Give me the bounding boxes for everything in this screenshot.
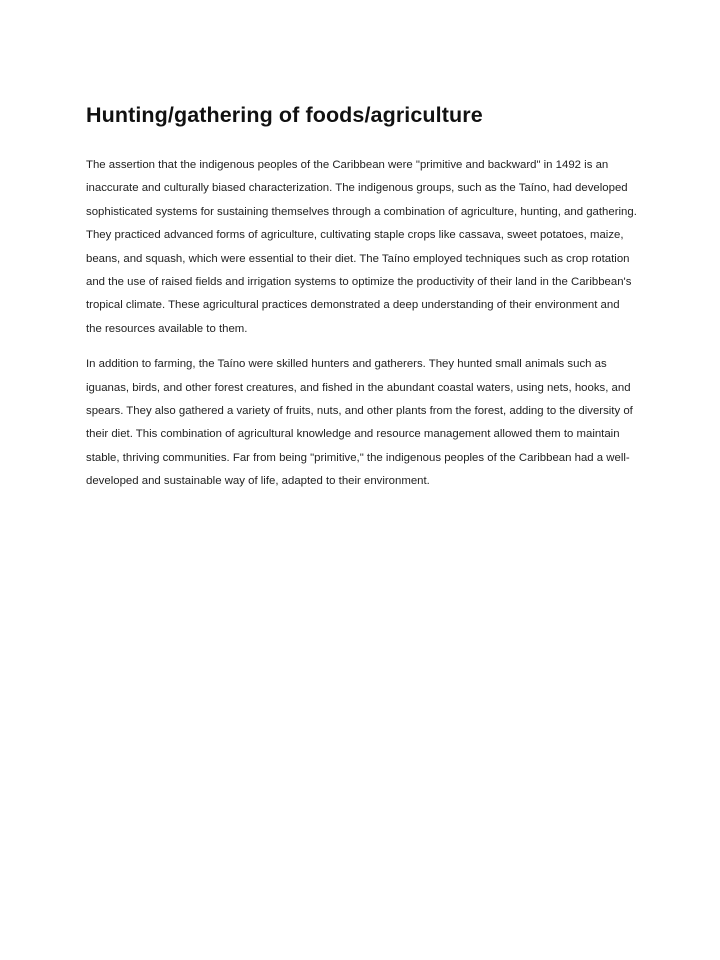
document-title: Hunting/gathering of foods/agriculture — [86, 103, 483, 127]
document-page — [86, 100, 638, 506]
paragraph-agriculture: The assertion that the indigenous peoples of the Caribbean were "primitive and backward" in 1492 is an inaccurate and culturally biased characterization. The indigenous groups, such as the Taíno, had developed sophisticated systems for sustaining themselves through a combination of agriculture, hunting, and gathering. They practiced advanced forms of agriculture, cultivating staple crops like cassava, sweet potatoes, maize, beans, and squash, which were essential to their diet. The Taíno employed techniques such as crop rotation and the use of raised fields and irrigation systems to optimize the productivity of their land in the Caribbean's tropical climate. These agricultural practices demonstrated a deep understanding of their environment and the resources available to them. — [86, 159, 637, 335]
paragraph-hunting-gathering: In addition to farming, the Taíno were skilled hunters and gatherers. They hunted small animals such as iguanas, birds, and other forest creatures, and fished in the abundant coastal waters, using nets, hooks, and spears. They also gathered a variety of fruits, nuts, and other plants from the forest, adding to the diversity of their diet. This combination of agricultural knowledge and resource management allowed them to maintain stable, thriving communities. Far from being "primitive," the indigenous peoples of the Caribbean had a well-developed and sustainable way of life, adapted to their environment. — [86, 358, 633, 488]
